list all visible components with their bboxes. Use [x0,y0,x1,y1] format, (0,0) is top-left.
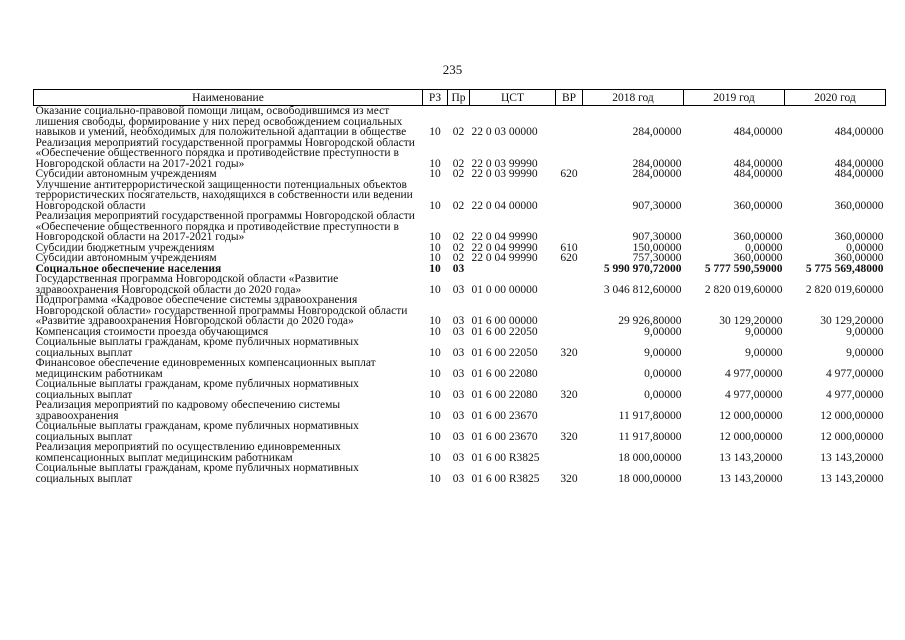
row-rz: 10 [429,315,441,327]
table-row [34,400,886,421]
row-2019: 13 143,20000 [719,472,783,485]
row-name: Социальные выплаты гражданам, кроме публичных нормативных социальных выплат [35,336,359,359]
header-vr: ВР [556,90,583,106]
row-name: Субсидии бюджетным учреждениям [35,241,215,254]
row-name: Субсидии автономным учреждениям [35,168,217,180]
row-rz: 10 [429,157,441,170]
row-rz: 10 [429,241,441,254]
row-name: Реализация мероприятий по кадровому обеспечению системы здравоохранения [35,399,341,422]
budget-table [33,89,886,484]
row-2018: 29 926,80000 [618,315,682,327]
row-cst: 22 0 03 00000 [471,126,538,138]
row-rz: 10 [429,346,441,359]
row-cst: 22 0 03 99990 [471,157,538,170]
row-pr: 03 [452,325,465,338]
table-row [34,358,886,379]
row-cst: 01 6 00 22050 [471,346,538,359]
row-2018: 757,30000 [632,252,682,264]
row-vr [556,295,583,327]
row-2019: 360,00000 [733,252,783,264]
row-2020: 484,00000 [834,168,884,180]
row-2020: 4 977,00000 [826,388,884,401]
row-2018: 9,00000 [644,325,682,338]
row-cst: 01 6 00 23670 [471,409,538,422]
row-rz: 10 [429,388,441,401]
row-pr: 02 [452,241,465,254]
row-rz: 10 [429,451,441,464]
row-2018: 150,00000 [632,241,682,254]
row-name: Социальные выплаты гражданам, кроме публичных нормативных социальных выплат [35,462,359,485]
row-2019: 484,00000 [733,168,783,180]
row-2020: 12 000,00000 [820,409,884,422]
row-vr [556,211,583,243]
row-2019: 9,00000 [745,346,783,359]
page-number: 235 [442,62,463,77]
row-cst: 01 6 00 23670 [471,430,538,443]
row-vr [556,442,583,463]
row-rz: 10 [429,325,441,338]
row-name: Финансовое обеспечение единовременных компенсационных выплат медицинским работникам [35,357,376,380]
row-2018: 11 917,80000 [618,430,682,443]
table-header-row [34,90,886,106]
row-name: Социальные выплаты гражданам, кроме публичных нормативных социальных выплат [35,378,359,401]
row-vr: 610 [560,241,578,254]
row-2020: 30 129,20000 [820,315,884,327]
row-name: Оказание социально-правовой помощи лицам, освободившимся из мест лишения свободы, формирование у них перед освобождением социальных навыков и умений, необходимых для положительной адаптации в обществе [35,105,407,138]
row-2020: 360,00000 [834,199,884,212]
header-cst: ЦСТ [470,90,556,106]
row-2018: 3 046 812,60000 [603,283,682,296]
row-vr: 320 [560,430,578,443]
row-rz: 10 [429,231,441,243]
row-2018: 284,00000 [632,168,682,180]
row-2020: 360,00000 [834,231,884,243]
row-cst: 01 0 00 00000 [471,283,538,296]
row-cst: 22 0 04 99990 [471,231,538,243]
row-name: Улучшение антитеррористической защищенности потенциальных объектов террористических посягательств, находящихся в собственности или ведении Новгородской области [35,178,413,212]
header-2018: 2018 год [583,90,684,106]
row-cst: 01 6 00 22050 [471,325,538,338]
row-pr: 02 [452,157,465,170]
row-vr: 320 [560,388,578,401]
row-pr: 03 [452,472,465,485]
row-vr [556,358,583,379]
row-name: Государственная программа Новгородской области «Развитие здравоохранения Новгородской области до 2020 года» [35,273,339,296]
table-row [34,274,886,295]
row-pr: 03 [452,451,465,464]
row-2018: 284,00000 [632,126,682,138]
row-pr: 03 [452,283,465,296]
row-name: Субсидии автономным учреждениям [35,252,217,264]
row-2018: 18 000,00000 [618,451,682,464]
row-2018: 5 990 970,72000 [603,262,682,275]
row-pr: 03 [452,388,465,401]
row-2019: 0,00000 [745,241,783,254]
row-rz: 10 [429,199,441,212]
row-2018: 18 000,00000 [618,472,682,485]
header-rz: РЗ [423,90,448,106]
row-vr [556,264,583,275]
row-2020: 13 143,20000 [820,451,884,464]
row-2019: 4 977,00000 [725,367,783,380]
table-row [34,169,886,180]
table-row [34,463,886,484]
table-row [34,253,886,264]
table-row [34,379,886,400]
row-2018: 11 917,80000 [618,409,682,422]
row-2019: 5 777 590,59000 [704,262,783,275]
row-2019: 4 977,00000 [725,388,783,401]
table-row [34,211,886,243]
table-row [34,421,886,442]
row-vr [556,138,583,170]
table-row [34,337,886,358]
row-2020: 0,00000 [846,241,884,254]
row-2019: 12 000,00000 [719,409,783,422]
row-cst: 01 6 00 22080 [471,388,538,401]
table-row [34,106,886,138]
header-2019: 2019 год [684,90,785,106]
row-2018: 284,00000 [632,157,682,170]
row-2019: 484,00000 [733,126,783,138]
row-2019: 13 143,20000 [719,451,783,464]
row-vr [556,274,583,295]
row-pr: 02 [452,199,465,212]
row-cst: 01 6 00 00000 [471,315,538,327]
row-2018: 907,30000 [632,231,682,243]
row-2018: 9,00000 [644,346,682,359]
row-2020: 484,00000 [834,126,884,138]
row-cst: 22 0 04 00000 [471,199,538,212]
row-vr: 320 [560,472,578,485]
row-name: Реализация мероприятий по осуществлению единовременных компенсационных выплат медицинским работникам [35,441,341,464]
row-name: Социальные выплаты гражданам, кроме публичных нормативных социальных выплат [35,420,359,443]
row-vr [556,106,583,138]
row-rz: 10 [429,367,441,380]
row-name: Социальное обеспечение населения [35,262,222,275]
table-row [34,295,886,327]
row-name: Реализация мероприятий государственной программы Новгородской области «Обеспечение общественного порядка и противодействие преступности в Новгородской области на 2017-2021 годы» [35,210,415,243]
table-row [34,180,886,212]
header-2020: 2020 год [785,90,886,106]
row-rz: 10 [429,430,441,443]
row-2020: 9,00000 [846,325,884,338]
row-cst: 22 0 03 99990 [471,168,538,180]
row-vr [556,327,583,338]
row-2018: 0,00000 [644,388,682,401]
row-pr: 02 [452,168,465,180]
row-2020: 4 977,00000 [826,367,884,380]
row-vr: 620 [560,252,578,264]
row-pr: 03 [452,346,465,359]
row-2019: 30 129,20000 [719,315,783,327]
row-vr: 320 [560,346,578,359]
row-vr [556,400,583,421]
row-pr: 03 [452,262,465,275]
row-pr: 02 [452,252,465,264]
row-pr: 03 [452,409,465,422]
row-2020: 12 000,00000 [820,430,884,443]
row-rz: 10 [429,409,441,422]
row-2020: 484,00000 [834,157,884,170]
row-rz: 10 [429,262,441,275]
table-row [34,442,886,463]
row-cst: 22 0 04 99990 [471,252,538,264]
row-rz: 10 [429,283,441,296]
row-vr [556,180,583,212]
row-cst: 22 0 04 99990 [471,241,538,254]
row-2018: 907,30000 [632,199,682,212]
row-pr: 03 [452,430,465,443]
row-name: Компенсация стоимости проезда обучающимся [35,325,269,338]
row-2019: 12 000,00000 [719,430,783,443]
row-pr: 03 [452,315,465,327]
row-2019: 9,00000 [745,325,783,338]
header-pr: Пр [448,90,470,106]
row-pr: 02 [452,231,465,243]
row-2019: 484,00000 [733,157,783,170]
row-2020: 9,00000 [846,346,884,359]
row-rz: 10 [429,168,441,180]
row-cst: 01 6 00 22080 [471,367,538,380]
row-2020: 5 775 569,48000 [805,262,884,275]
row-pr: 02 [452,126,465,138]
row-pr: 03 [452,367,465,380]
row-vr: 620 [560,168,578,180]
table-row [34,138,886,170]
row-cst: 01 6 00 R3825 [471,451,540,464]
row-rz: 10 [429,252,441,264]
row-rz: 10 [429,126,441,138]
table-body [34,106,886,485]
row-2018: 0,00000 [644,367,682,380]
row-2020: 13 143,20000 [820,472,884,485]
row-name: Подпрограмма «Кадровое обеспечение системы здравоохранения Новгородской области» государственной программы Новгородской области «Развитие здравоохранения Новгородской области до 2020 года» [35,294,408,327]
row-2019: 360,00000 [733,199,783,212]
row-2019: 360,00000 [733,231,783,243]
row-2020: 360,00000 [834,252,884,264]
header-name: Наименование [34,90,423,106]
row-2019: 2 820 019,60000 [704,283,783,296]
row-rz: 10 [429,472,441,485]
row-cst: 01 6 00 R3825 [471,472,540,485]
row-cst [470,264,556,275]
row-2020: 2 820 019,60000 [805,283,884,296]
row-name: Реализация мероприятий государственной программы Новгородской области «Обеспечение общественного порядка и противодействие преступности в Новгородской области на 2017-2021 годы» [35,136,415,170]
